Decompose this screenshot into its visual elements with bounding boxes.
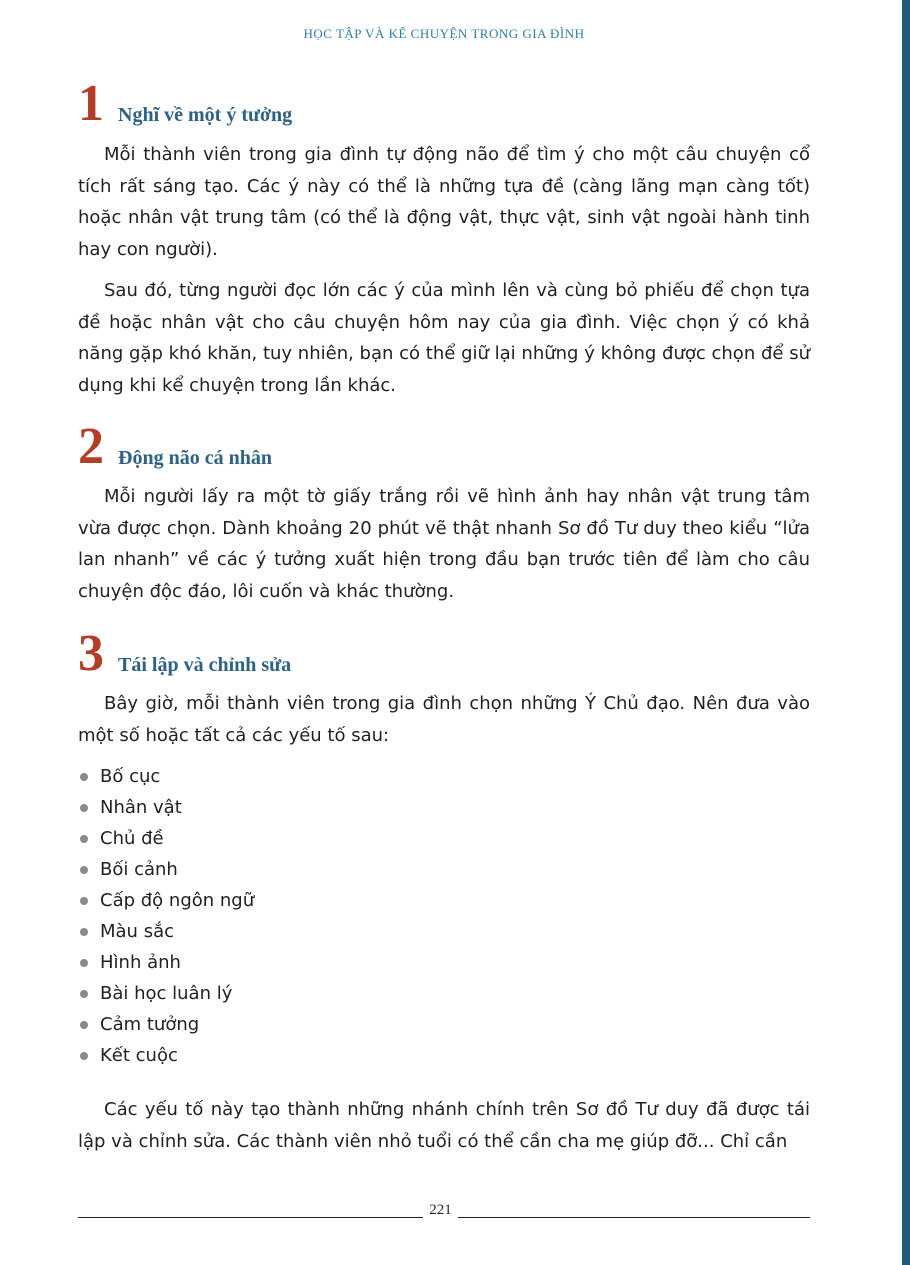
list-item-label: Màu sắc	[100, 921, 174, 942]
list-item	[78, 792, 478, 823]
section-number: 2	[78, 418, 104, 475]
footer-rule-left	[78, 1217, 423, 1218]
running-head: HỌC TẬP VÀ KỂ CHUYỆN TRONG GIA ĐÌNH	[303, 26, 585, 41]
list-item-label: Bối cảnh	[100, 859, 178, 880]
list-item	[78, 1009, 478, 1040]
list-item-label: Bài học luân lý	[100, 983, 233, 1004]
list-item	[78, 947, 478, 978]
list-item-label: Hình ảnh	[100, 952, 181, 973]
section-heading	[0, 418, 910, 483]
section-title: Động não cá nhân	[118, 447, 272, 469]
list-item-label: Chủ đề	[100, 828, 164, 849]
list-item	[78, 885, 478, 916]
bullet-icon	[80, 1052, 88, 1060]
list-item-label: Cấp độ ngôn ngữ	[100, 890, 255, 911]
footer-rule-right	[458, 1217, 810, 1218]
page-edge-band	[902, 0, 910, 1265]
paragraph: Các yếu tố này tạo thành những nhánh chính trên Sơ đồ Tư duy đã được tái lập và chỉnh sửa. Các thành viên nhỏ tuổi có thể cần cha mẹ giúp đỡ... Chỉ cần	[78, 1099, 810, 1152]
list-item	[78, 823, 478, 854]
section-2	[0, 418, 910, 483]
list-item-label: Nhân vật	[100, 797, 182, 818]
bullet-icon	[80, 897, 88, 905]
page-number: 221	[429, 1202, 452, 1218]
list-item	[78, 761, 478, 792]
paragraph: Mỗi người lấy ra một tờ giấy trắng rồi vẽ hình ảnh hay nhân vật trung tâm vừa được chọn. Dành khoảng 20 phút vẽ thật nhanh Sơ đồ Tư duy theo kiểu “lửa lan nhanh” về các ý tưởng xuất hiện trong đầu bạn trước tiên để làm cho câu chuyện độc đáo, lôi cuốn và khác thường.	[78, 486, 810, 602]
list-item	[78, 978, 478, 1009]
section-number: 1	[78, 75, 104, 132]
list-item-label: Bố cục	[100, 766, 161, 787]
paragraph: Sau đó, từng người đọc lớn các ý của mình lên và cùng bỏ phiếu để chọn tựa đề hoặc nhân vật cho câu chuyện hôm nay của gia đình. Việc chọn ý có khả năng gặp khó khăn, tuy nhiên, bạn có thể giữ lại những ý không được chọn để sử dụng khi kể chuyện trong lần khác.	[78, 280, 810, 396]
list-item-label: Kết cuộc	[100, 1045, 178, 1066]
list-item	[78, 1040, 478, 1071]
paragraph: Bây giờ, mỗi thành viên trong gia đình chọn những Ý Chủ đạo. Nên đưa vào một số hoặc tất cả các yếu tố sau:	[78, 693, 810, 746]
bullet-icon	[80, 959, 88, 967]
section-heading	[0, 75, 910, 140]
bullet-icon	[80, 773, 88, 781]
section-title: Nghĩ về một ý tưởng	[118, 104, 293, 126]
bullet-icon	[80, 928, 88, 936]
section-1	[0, 75, 910, 140]
list-item	[78, 854, 478, 885]
paragraph: Mỗi thành viên trong gia đình tự động não để tìm ý cho một câu chuyện cổ tích rất sáng tạo. Các ý này có thể là những tựa đề (càng lãng mạn càng tốt) hoặc nhân vật trung tâm (có thể là động vật, thực vật, sinh vật ngoài hành tinh hay con người).	[78, 144, 810, 260]
section-title: Tái lập và chỉnh sửa	[118, 654, 292, 676]
bullet-icon	[80, 990, 88, 998]
page-footer	[78, 1202, 810, 1222]
section-3	[0, 625, 910, 690]
list-item-label: Cảm tưởng	[100, 1014, 200, 1035]
bullet-icon	[80, 866, 88, 874]
list-item	[78, 916, 478, 947]
section-heading	[0, 625, 910, 690]
element-list	[78, 761, 478, 1071]
section-number: 3	[78, 625, 104, 682]
bullet-icon	[80, 835, 88, 843]
bullet-icon	[80, 804, 88, 812]
bullet-icon	[80, 1021, 88, 1029]
